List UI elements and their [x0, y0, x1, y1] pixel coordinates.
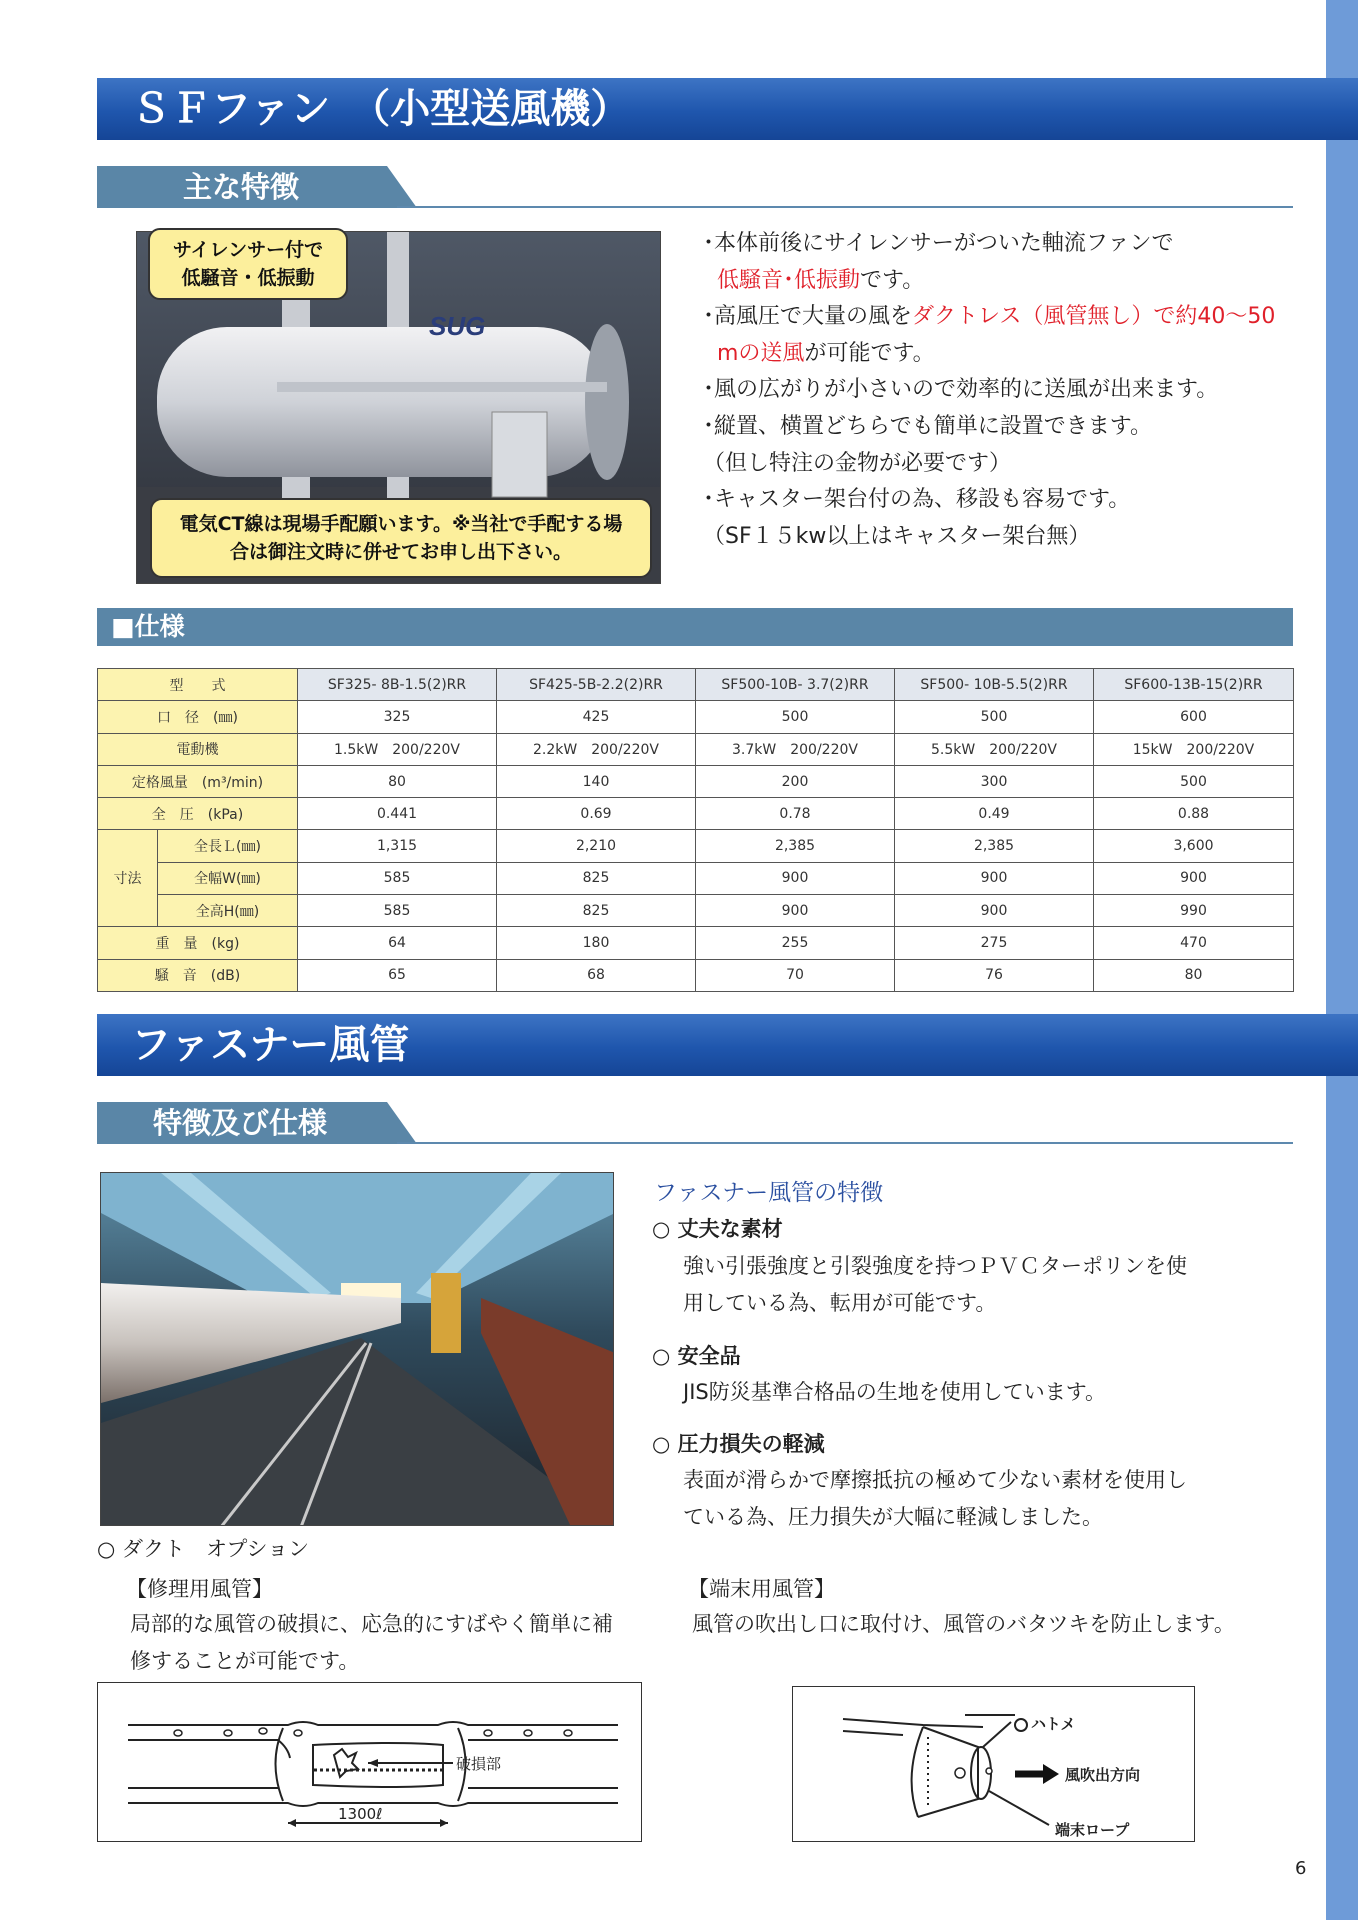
length-label: 1300ℓ	[338, 1805, 383, 1823]
table-cell: 1,315	[298, 830, 497, 862]
feature-desc-safe	[683, 1374, 1106, 1411]
table-cell: 15kW 200/220V	[1094, 733, 1294, 765]
table-cell: 0.441	[298, 798, 497, 830]
end-duct-desc	[692, 1606, 1235, 1643]
table-cell: 80	[298, 765, 497, 797]
feature-line: ･高風圧で大量の風をダクトレス（風管無し）で約40～50	[703, 304, 1276, 330]
desc-line: 風管の吹出し口に取付け、風管のバタツキを防止します。	[692, 1612, 1235, 1636]
table-cell: 825	[497, 895, 696, 927]
table-cell: 585	[298, 862, 497, 894]
subheading-specs	[97, 1102, 1293, 1144]
table-cell: 2,210	[497, 830, 696, 862]
table-cell: 470	[1094, 927, 1294, 959]
table-cell: 900	[696, 862, 895, 894]
feature-title-durable: ○ 丈夫な素材	[652, 1217, 783, 1241]
callout-line-2: 低騒音・低振動	[181, 267, 315, 289]
table-cell: 500	[696, 701, 895, 733]
table-cell: 255	[696, 927, 895, 959]
section-title-sf-fan: ＳＦファン （小型送風機）	[97, 78, 1358, 140]
table-cell: 825	[497, 862, 696, 894]
row-label: 定格風量 (m³/min)	[98, 765, 298, 797]
end-duct-drawing	[793, 1687, 1194, 1841]
section-title-fastener-duct: ファスナー風管	[97, 1014, 1358, 1076]
desc-line: 局部的な風管の破損に、応急的にすばやく簡単に補	[130, 1612, 613, 1636]
repair-duct-desc	[130, 1606, 613, 1680]
tunnel-duct-photo	[100, 1172, 614, 1526]
desc-line: 修することが可能です。	[130, 1649, 360, 1673]
svg-text:SUG: SUG	[429, 311, 486, 341]
row-label: 重 量 (kg)	[98, 927, 298, 959]
header-cell: 型 式	[98, 669, 298, 701]
feature-line: 低騒音･低振動です。	[717, 267, 925, 293]
direction-label: 風吹出方向	[1065, 1766, 1141, 1784]
callout-electric-ct	[150, 498, 652, 578]
table-cell: 68	[497, 959, 696, 991]
table-cell: 300	[895, 765, 1094, 797]
callout-line-2: 合は御注文時に併せてお申し出下さい。	[229, 541, 572, 563]
feature-title-pressure: ○ 圧力損失の軽減	[652, 1432, 825, 1456]
desc-line: ている為、圧力損失が大幅に軽減しました。	[683, 1505, 1103, 1529]
table-cell: 64	[298, 927, 497, 959]
table-cell: 2.2kW 200/220V	[497, 733, 696, 765]
table-cell: 200	[696, 765, 895, 797]
table-row	[98, 862, 1294, 894]
desc-line: 表面が滑らかで摩擦抵抗の極めて少ない素材を使用し	[683, 1468, 1187, 1492]
feature-line: （SF１５kw以上はキャスター架台無）	[703, 523, 1091, 549]
feature-line: mの送風が可能です。	[717, 340, 935, 366]
tunnel-illustration	[101, 1173, 614, 1526]
repair-duct-drawing	[98, 1683, 641, 1841]
table-cell: 1.5kW 200/220V	[298, 733, 497, 765]
spec-table	[97, 668, 1294, 992]
spec-heading: ■仕様	[97, 608, 1293, 646]
model-cell: SF500- 10B-5.5(2)RR	[895, 669, 1094, 701]
feature-list	[703, 226, 1303, 555]
table-cell: 2,385	[696, 830, 895, 862]
table-row	[98, 959, 1294, 991]
feature-line: ･キャスター架台付の為、移設も容易です。	[703, 487, 1131, 513]
table-cell: 425	[497, 701, 696, 733]
table-cell: 3,600	[1094, 830, 1294, 862]
table-cell: 140	[497, 765, 696, 797]
table-cell: 585	[298, 895, 497, 927]
tab-underline	[397, 1142, 1293, 1144]
table-cell: 2,385	[895, 830, 1094, 862]
fastener-features-title: ファスナー風管の特徴	[654, 1180, 884, 1206]
table-cell: 500	[1094, 765, 1294, 797]
row-label: 口 径 (㎜)	[98, 701, 298, 733]
feature-desc-pressure	[683, 1462, 1187, 1536]
grommet-label: ハトメ	[1031, 1715, 1076, 1733]
model-cell: SF325- 8B-1.5(2)RR	[298, 669, 497, 701]
dims-label: 寸法	[98, 830, 158, 927]
table-cell: 76	[895, 959, 1094, 991]
table-cell: 900	[696, 895, 895, 927]
end-duct-diagram	[792, 1686, 1195, 1842]
table-row	[98, 765, 1294, 797]
feature-line: ･縦置、横置どちらでも簡単に設置できます。	[703, 413, 1153, 439]
table-cell: 180	[497, 927, 696, 959]
row-label: 全 圧 (kPa)	[98, 798, 298, 830]
table-row	[98, 927, 1294, 959]
table-cell: 500	[895, 701, 1094, 733]
desc-line: 用している為、転用が可能です。	[683, 1291, 997, 1315]
table-cell: 0.78	[696, 798, 895, 830]
subheading-label: 特徴及び仕様	[153, 1106, 328, 1140]
page-number: 6	[1295, 1858, 1307, 1879]
subheading-label: 主な特徴	[183, 170, 300, 204]
desc-line: JIS防災基準合格品の生地を使用しています。	[683, 1380, 1107, 1404]
row-label: 全幅W(㎜)	[158, 862, 298, 894]
table-cell: 275	[895, 927, 1094, 959]
table-row	[98, 830, 1294, 862]
table-cell: 900	[895, 895, 1094, 927]
table-row	[98, 895, 1294, 927]
tab-underline	[397, 206, 1293, 208]
feature-desc-durable	[683, 1248, 1187, 1322]
row-label: 電動機	[98, 733, 298, 765]
feature-line: ･本体前後にサイレンサーがついた軸流ファンで	[703, 231, 1174, 256]
damage-label: 破損部	[456, 1755, 502, 1773]
row-label: 全長Ｌ(㎜)	[158, 830, 298, 862]
callout-line-1: 電気CT線は現場手配願います。※当社で手配する場	[179, 513, 623, 535]
table-row	[98, 701, 1294, 733]
table-cell: 80	[1094, 959, 1294, 991]
table-cell: 65	[298, 959, 497, 991]
table-cell: 600	[1094, 701, 1294, 733]
row-label: 騒 音 (dB)	[98, 959, 298, 991]
model-cell: SF600-13B-15(2)RR	[1094, 669, 1294, 701]
end-duct-title: 【端末用風管】	[688, 1577, 835, 1601]
duct-options-heading: ○ ダクト オプション	[97, 1537, 310, 1561]
table-row	[98, 733, 1294, 765]
table-cell: 70	[696, 959, 895, 991]
subheading-features	[97, 166, 1293, 208]
desc-line: 強い引張強度と引裂強度を持つＰＶＣターポリンを使	[683, 1254, 1187, 1278]
table-cell: 0.49	[895, 798, 1094, 830]
feature-line: ･風の広がりが小さいので効率的に送風が出来ます。	[703, 377, 1219, 403]
table-row	[98, 669, 1294, 701]
model-cell: SF500-10B- 3.7(2)RR	[696, 669, 895, 701]
table-cell: 900	[1094, 862, 1294, 894]
table-cell: 325	[298, 701, 497, 733]
table-cell: 0.69	[497, 798, 696, 830]
row-label: 全高H(㎜)	[158, 895, 298, 927]
table-row	[98, 798, 1294, 830]
model-cell: SF425-5B-2.2(2)RR	[497, 669, 696, 701]
side-stripe	[1326, 0, 1358, 1920]
table-cell: 900	[895, 862, 1094, 894]
feature-line: （但し特注の金物が必要です）	[703, 450, 1012, 476]
table-cell: 5.5kW 200/220V	[895, 733, 1094, 765]
callout-line-1: サイレンサー付で	[172, 239, 324, 261]
callout-silencer	[148, 228, 348, 300]
repair-duct-title: 【修理用風管】	[126, 1577, 273, 1601]
feature-title-safe: ○ 安全品	[652, 1344, 741, 1368]
table-cell: 3.7kW 200/220V	[696, 733, 895, 765]
table-cell: 990	[1094, 895, 1294, 927]
table-cell: 0.88	[1094, 798, 1294, 830]
repair-duct-diagram	[97, 1682, 642, 1842]
rope-label: 端末ロープ	[1055, 1821, 1130, 1839]
